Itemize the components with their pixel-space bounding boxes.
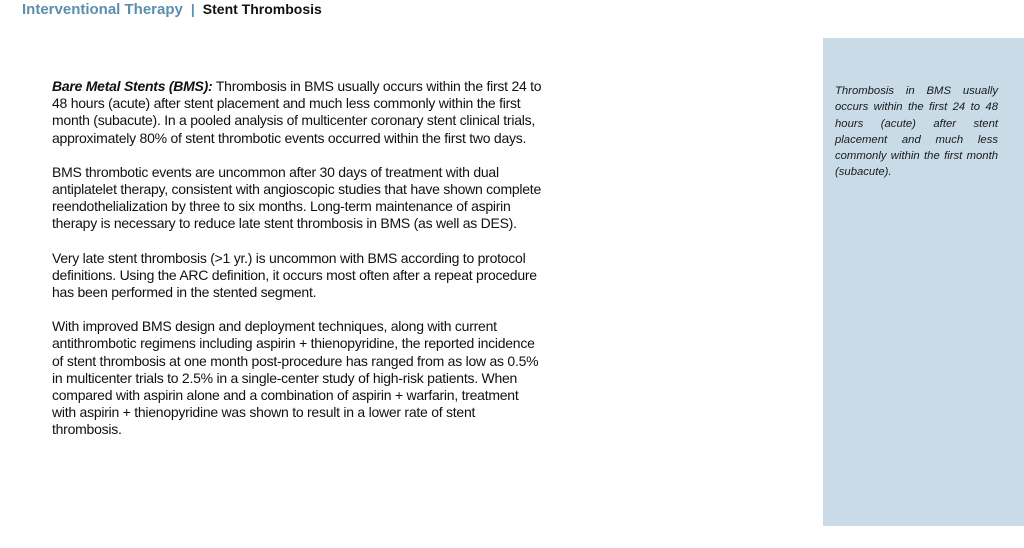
header-separator: | — [190, 1, 195, 17]
paragraph-very-late-thrombosis: Very late stent thrombosis (>1 yr.) is uncommon with BMS according to protocol definitions. Using the ARC definition, it occurs most often after a repeat procedure has been performed in the stented segment. — [52, 249, 537, 301]
bms-intro-text: Thrombosis in BMS usually occurs within the first 24 to 48 hours (acute) after stent placement and much less commonly within the first month (subacute). In a pooled analysis of multicenter coronary stent clinical trials, approximately 80% of stent thrombotic events occurred within the first two days. — [52, 78, 542, 146]
topic-title: Stent Thrombosis — [202, 1, 322, 17]
paragraph-bms-intro — [52, 78, 542, 147]
sidebar-callout: Thrombosis in BMS usually occurs within the first 24 to 48 hours (acute) after stent placement and much less commonly within the first month (subacute). — [835, 85, 998, 179]
section-title: Interventional Therapy — [22, 1, 183, 18]
page-header — [22, 0, 322, 20]
paragraph-dual-antiplatelet: BMS thrombotic events are uncommon after 30 days of treatment with dual antiplatelet therapy, consistent with angioscopic studies that have shown complete reendothelialization by three to six months. Long-term maintenance of aspirin therapy is necessary to reduce late stent thrombosis in BMS (as well as DES). — [52, 163, 541, 232]
sidebar-panel — [823, 38, 1024, 526]
main-content — [52, 78, 542, 456]
bms-lead-heading: Bare Metal Stents (BMS): — [52, 78, 213, 94]
paragraph-incidence: With improved BMS design and deployment techniques, along with current antithrombotic regimens including aspirin + thienopyridine, the reported incidence of stent thrombosis at one month post-procedure has ranged from as low as 0.5% in multicenter trials to 2.5% in a single-center study of high-risk patients. When compared with aspirin alone and a combination of aspirin + warfarin, treatment with aspirin + thienopyridine was shown to result in a lower rate of stent thrombosis. — [52, 318, 539, 438]
